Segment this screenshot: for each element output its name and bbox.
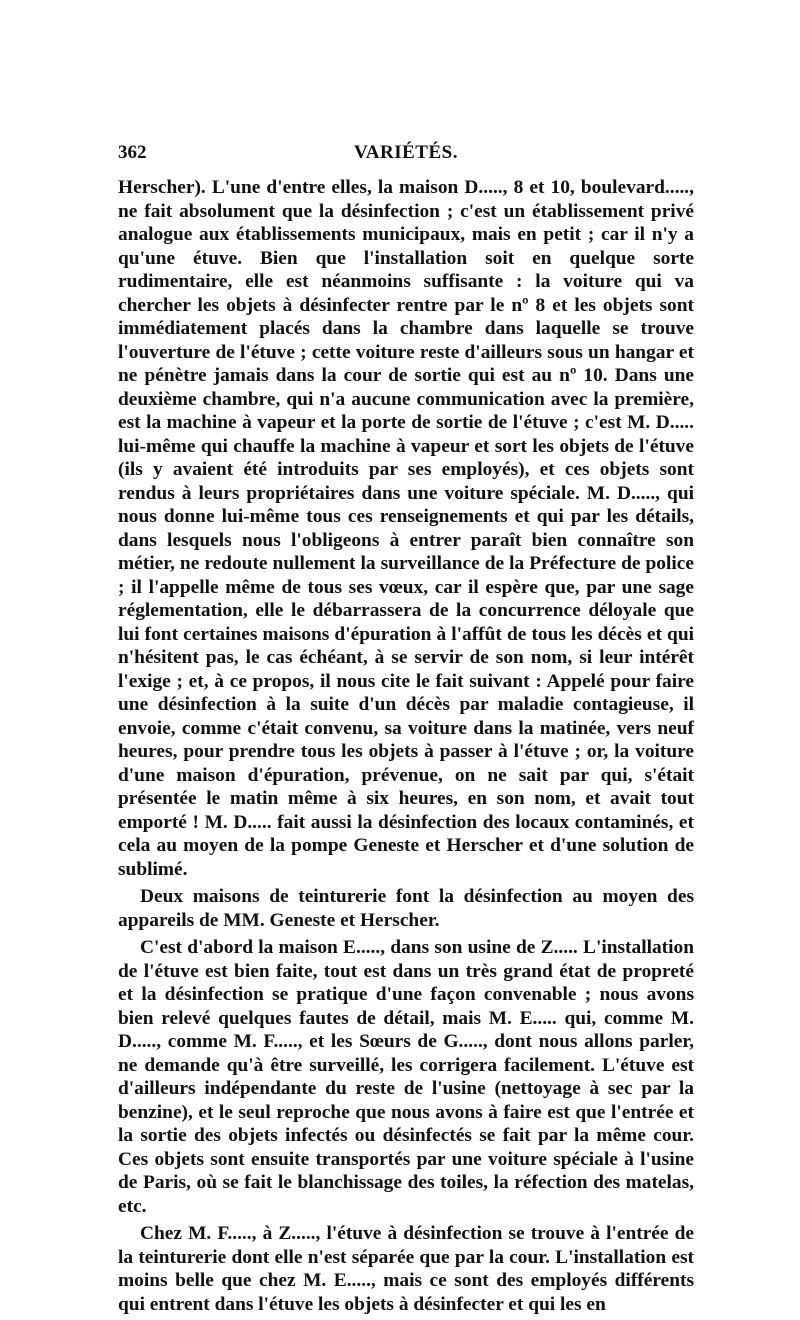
body-text xyxy=(118,176,694,1320)
page-header xyxy=(118,142,694,170)
paragraph: Herscher). L'une d'entre elles, la maison D....., 8 et 10, boulevard....., ne fait absolument que la désinfection ; c'est un établissement privé analogue aux établissements municipaux, mais en petit ; car il n'y a qu'une étuve. Bien que l'installation soit en quelque sorte rudimentaire, elle est néanmoins suffisante : la voiture qui va chercher les objets à désinfecter rentre par le nº 8 et les objets sont immédiatement placés dans la chambre dans laquelle se trouve l'ouverture de l'étuve ; cette voiture reste d'ailleurs sous un hangar et ne pénètre jamais dans la cour de sortie qui est au nº 10. Dans une deuxième chambre, qui n'a aucune communication avec la première, est la machine à vapeur et la porte de sortie de l'étuve ; c'est M. D..... lui-même qui chauffe la machine à vapeur et sort les objets de l'étuve (ils y avaient été introduits par ses employés), et ces objets sont rendus à leurs propriétaires dans une voiture spéciale. M. D....., qui nous donne lui-même tous ces renseignements et qui par les détails, dans lesquels nous l'obligeons à entrer paraît bien connaître son métier, ne redoute nullement la surveillance de la Préfecture de police ; il l'appelle même de tous ses vœux, car il espère que, par une sage réglementation, elle le débarrassera de la concurrence déloyale que lui font certaines maisons d'épuration à l'affût de tous les décès et qui n'hésitent pas, le cas échéant, à se servir de son nom, si leur intérêt l'exige ; et, à ce propos, il nous cite le fait suivant : Appelé pour faire une désinfection à la suite d'un décès par maladie contagieuse, il envoie, comme c'était convenu, sa voiture dans la matinée, vers neuf heures, pour prendre tous les objets à passer à l'étuve ; or, la voiture d'une maison d'épuration, prévenue, on ne sait par qui, s'était présentée le matin même à six heures, en son nom, et avait tout emporté ! M. D..... fait aussi la désinfection des locaux contaminés, et cela au moyen de la pompe Geneste et Herscher et d'une solution de sublimé. xyxy=(118,177,694,880)
running-title: VARIÉTÉS. xyxy=(354,142,458,163)
page-number: 362 xyxy=(118,142,147,163)
paragraph: Chez M. F....., à Z....., l'étuve à désinfection se trouve à l'entrée de la teinturerie dont elle n'est séparée que par la cour. L'installation est moins belle que chez M. E....., mais ce sont des employés différents qui entrent dans l'étuve les objets à désinfecter et qui les en xyxy=(118,1223,694,1315)
paragraph: C'est d'abord la maison E....., dans son usine de Z..... L'installation de l'étuve est bien faite, tout est dans un très grand état de propreté et la désinfection se pratique d'une façon convenable ; nous avons bien relevé quelques fautes de détail, mais M. E..... qui, comme M. D....., comme M. F....., et les Sœurs de G....., dont nous allons parler, ne demande qu'à être surveillé, les corrigera facilement. L'étuve est d'ailleurs indépendante du reste de l'usine (nettoyage à sec par la benzine), et le seul reproche que nous avons à faire est que l'entrée et la sortie des objets infectés ou désinfectés se fait par la même cour. Ces objets sont ensuite transportés par une voiture spéciale à l'usine de Paris, où se fait le blanchissage des toiles, la réfection des matelas, etc. xyxy=(118,937,694,1217)
paragraph: Deux maisons de teinturerie font la désinfection au moyen des appareils de MM. Geneste et Herscher. xyxy=(118,886,694,931)
